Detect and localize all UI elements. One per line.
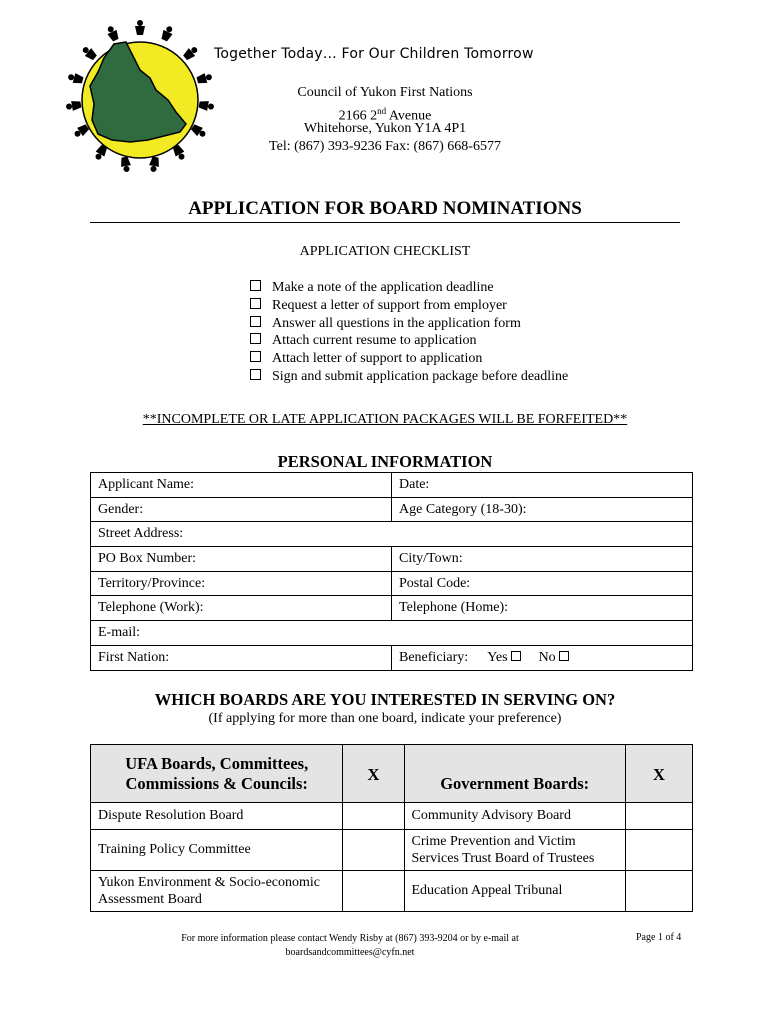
beneficiary-yes-label: Yes (487, 649, 508, 665)
tagline: Together Today… For Our Children Tomorrow (214, 46, 534, 62)
board-name-line: Education Appeal Tribunal (411, 883, 563, 899)
board-name-line: Yukon Environment & Socio-economic (98, 874, 321, 890)
gov-select-cell[interactable] (625, 830, 692, 871)
document-title: APPLICATION FOR BOARD NOMINATIONS (188, 198, 582, 219)
gov-select-cell[interactable] (625, 871, 692, 912)
ufa-board-name (91, 871, 343, 912)
table-row (91, 522, 693, 547)
address-street: Avenue (386, 108, 432, 124)
gov-x-header: X (625, 745, 692, 803)
work-phone-field[interactable]: Telephone (Work): (91, 596, 392, 621)
checklist-item (250, 297, 568, 315)
board-name-line: Crime Prevention and Victim (411, 833, 576, 849)
org-phone-fax: Tel: (867) 393-9236 Fax: (867) 668-6577 (269, 139, 501, 154)
checklist-item-label: Answer all questions in the application form (272, 315, 521, 331)
checkbox[interactable] (250, 316, 261, 327)
title-divider (90, 222, 680, 223)
territory-field[interactable]: Territory/Province: (91, 571, 392, 596)
table-row (91, 621, 693, 646)
checklist-item-label: Request a letter of support from employer (272, 297, 507, 313)
ufa-select-cell[interactable] (343, 803, 404, 830)
first-nation-field[interactable]: First Nation: (91, 645, 392, 670)
ufa-board-name (91, 830, 343, 871)
gender-field[interactable]: Gender: (91, 497, 392, 522)
applicant-name-field[interactable]: Applicant Name: (91, 473, 392, 498)
checkbox[interactable] (250, 333, 261, 344)
beneficiary-no-checkbox[interactable] (559, 651, 569, 661)
city-town-field[interactable]: City/Town: (392, 547, 693, 572)
beneficiary-yes-checkbox[interactable] (511, 651, 521, 661)
table-row (91, 830, 693, 871)
board-name-line: Community Advisory Board (411, 808, 571, 824)
application-checklist (250, 279, 568, 386)
gov-select-cell[interactable] (625, 803, 692, 830)
table-row (91, 497, 693, 522)
forfeit-warning: **INCOMPLETE OR LATE APPLICATION PACKAGES WILL BE FORFEITED** (142, 412, 628, 427)
table-row (91, 596, 693, 621)
address-number: 2166 2 (338, 108, 378, 124)
po-box-field[interactable]: PO Box Number: (91, 547, 392, 572)
home-phone-field[interactable]: Telephone (Home): (392, 596, 693, 621)
footer-contact-line: For more information please contact Wendy Risby at (867) 393-9204 or by e-mail at (181, 933, 519, 944)
footer-contact (130, 932, 570, 960)
table-row (91, 571, 693, 596)
age-category-field[interactable]: Age Category (18-30): (392, 497, 693, 522)
ufa-select-cell[interactable] (343, 830, 404, 871)
gov-board-name (404, 830, 625, 871)
checkbox[interactable] (250, 351, 261, 362)
ufa-board-name (91, 803, 343, 830)
checkbox[interactable] (250, 369, 261, 380)
ufa-header-line: Commissions & Councils: (125, 773, 308, 793)
ufa-select-cell[interactable] (343, 871, 404, 912)
personal-info-table (90, 472, 693, 671)
board-name-line: Assessment Board (98, 892, 202, 907)
boards-subheading: (If applying for more than one board, indicate your preference) (208, 711, 562, 726)
gov-board-name (404, 803, 625, 830)
board-name-line: Training Policy Committee (98, 842, 251, 858)
email-field[interactable]: E-mail: (91, 621, 693, 646)
beneficiary-no-label: No (538, 649, 556, 665)
ufa-header-line: UFA Boards, Committees, (125, 753, 309, 773)
boards-heading: WHICH BOARDS ARE YOU INTERESTED IN SERVING ON? (154, 690, 616, 709)
checklist-item (250, 350, 568, 368)
checklist-item-label: Sign and submit application package before deadline (272, 368, 569, 384)
page-number: Page 1 of 4 (636, 932, 682, 943)
beneficiary-cell (392, 645, 693, 670)
gov-board-name (404, 871, 625, 912)
checklist-item (250, 279, 568, 297)
street-address-field[interactable]: Street Address: (91, 522, 693, 547)
checklist-item-label: Attach current resume to application (272, 333, 477, 349)
checklist-item (250, 368, 568, 386)
checklist-item (250, 332, 568, 350)
checklist-item (250, 315, 568, 333)
footer-email: boardsandcommittees@cyfn.net (285, 947, 415, 958)
address-suffix: nd (377, 106, 387, 116)
cyfn-logo (64, 20, 216, 176)
boards-table (90, 744, 693, 912)
table-header-row (91, 745, 693, 803)
personal-info-heading: PERSONAL INFORMATION (277, 452, 493, 471)
checklist-item-label: Attach letter of support to application (272, 351, 483, 367)
org-name: Council of Yukon First Nations (297, 85, 473, 100)
checklist-heading: APPLICATION CHECKLIST (299, 244, 471, 259)
org-city: Whitehorse, Yukon Y1A 4P1 (303, 121, 467, 136)
ufa-boards-header (91, 745, 343, 803)
board-name-line: Dispute Resolution Board (98, 808, 244, 824)
postal-code-field[interactable]: Postal Code: (392, 571, 693, 596)
ufa-x-header: X (343, 745, 404, 803)
board-name-line: Services Trust Board of Trustees (411, 851, 595, 866)
government-boards-header: Government Boards: (404, 745, 625, 803)
checkbox[interactable] (250, 298, 261, 309)
table-row (91, 645, 693, 670)
date-field[interactable]: Date: (392, 473, 693, 498)
table-row (91, 547, 693, 572)
checklist-item-label: Make a note of the application deadline (272, 280, 494, 295)
checkbox[interactable] (250, 280, 261, 291)
table-row (91, 473, 693, 498)
beneficiary-label: Beneficiary: (399, 649, 469, 665)
table-row (91, 803, 693, 830)
table-row (91, 871, 693, 912)
